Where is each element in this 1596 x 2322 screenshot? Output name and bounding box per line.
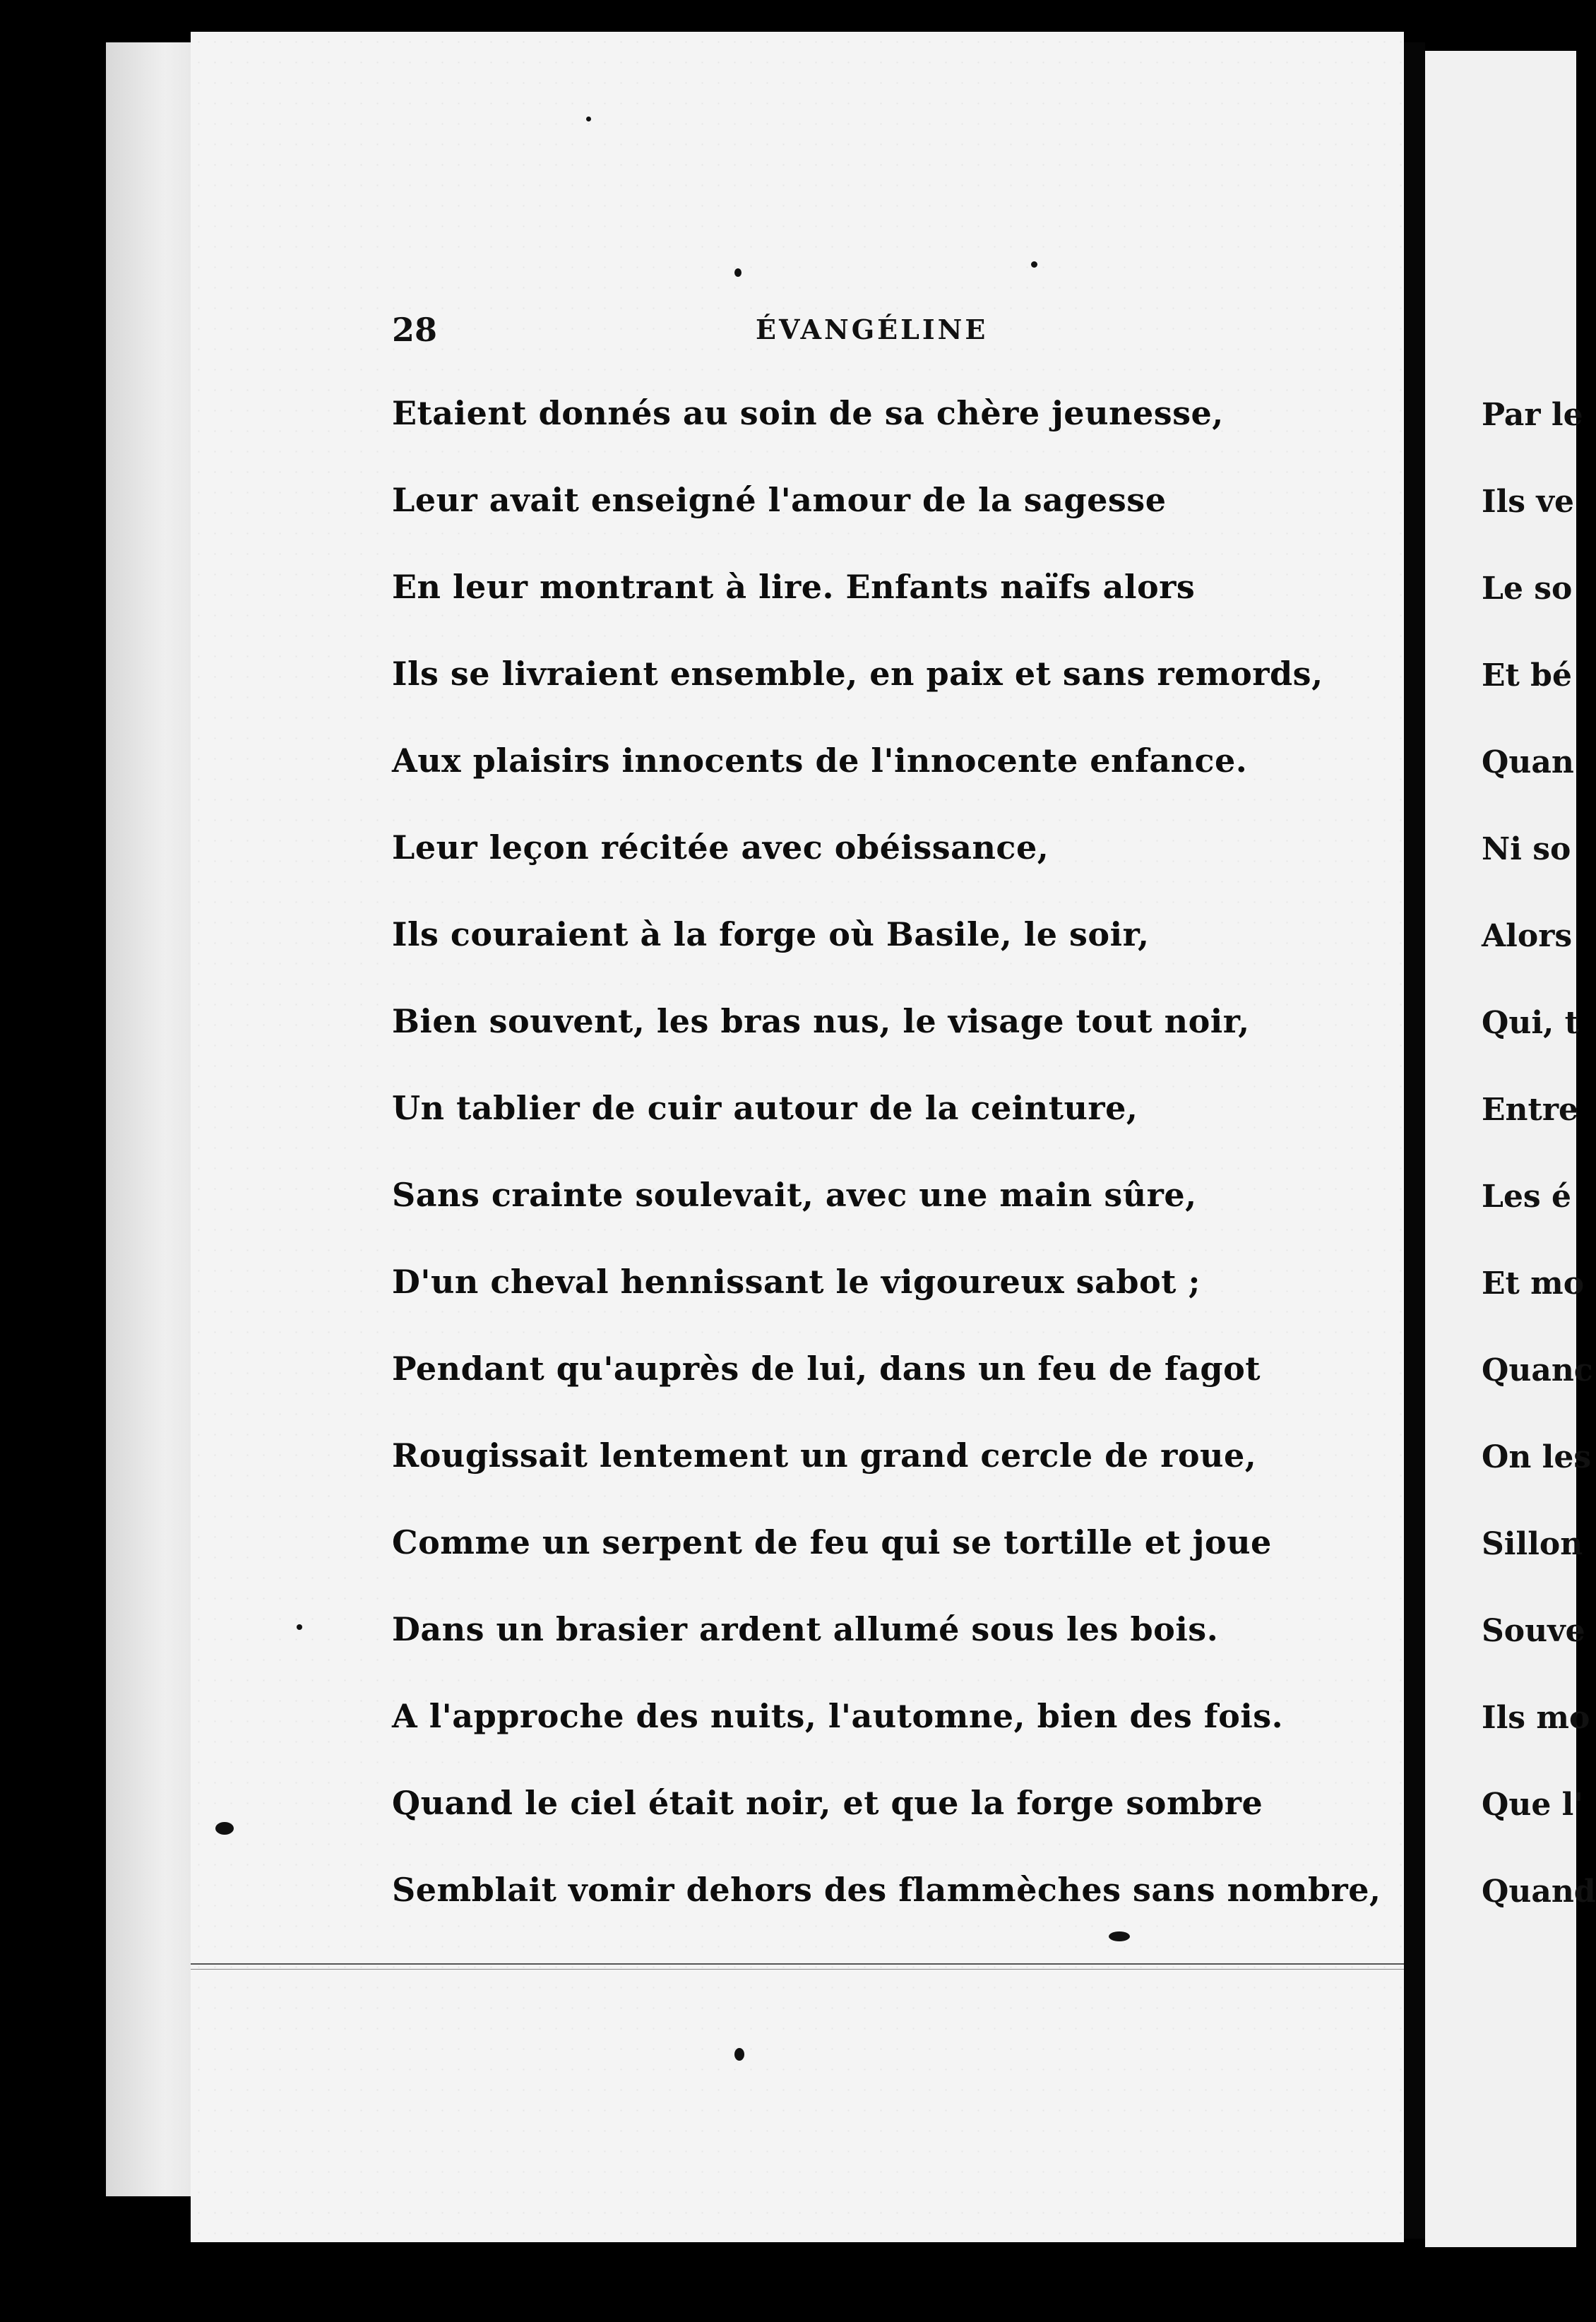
- verse-line: Pendant qu'auprès de lui, dans un feu de fagot: [392, 1350, 1261, 1388]
- facing-page-line: Les é: [1482, 1179, 1572, 1215]
- facing-page-line: Que l': [1482, 1787, 1583, 1823]
- facing-page-line: Entre: [1482, 1092, 1579, 1128]
- page-bottom-rule: [191, 1963, 1404, 1970]
- ink-speck: [734, 268, 742, 277]
- facing-page-line: Sillon: [1482, 1526, 1583, 1562]
- verse-line: Semblait vomir dehors des flammèches sans nombre,: [392, 1871, 1381, 1909]
- facing-page-line: Souve: [1482, 1613, 1585, 1649]
- verse-line: Etaient donnés au soin de sa chère jeunesse,: [392, 394, 1224, 432]
- facing-page-line: Quanc: [1482, 1352, 1593, 1388]
- verse-line: Sans crainte soulevait, avec une main sûre,: [392, 1176, 1197, 1214]
- book-title: ÉVANGÉLINE: [756, 314, 989, 345]
- verse-line: Bien souvent, les bras nus, le visage tout noir,: [392, 1002, 1250, 1040]
- facing-page-line: Et mo: [1482, 1266, 1585, 1302]
- facing-page-line: On les: [1482, 1439, 1592, 1475]
- verse-line: D'un cheval hennissant le vigoureux sabot ;: [392, 1263, 1201, 1301]
- running-head: [392, 311, 1253, 360]
- verse-line: En leur montrant à lire. Enfants naïfs alors: [392, 568, 1196, 606]
- facing-page-line: Alors: [1482, 918, 1573, 954]
- facing-page-line: Et bé: [1482, 657, 1572, 693]
- facing-page-line: Ils ve: [1482, 484, 1574, 520]
- verse-line: A l'approche des nuits, l'automne, bien des fois.: [392, 1697, 1284, 1735]
- facing-page-line: Par le: [1482, 397, 1583, 433]
- facing-page-line: Quand: [1482, 1874, 1596, 1910]
- verse-line: Rougissait lentement un grand cercle de roue,: [392, 1436, 1257, 1475]
- ink-speck: [1109, 1931, 1130, 1941]
- facing-page-line: Le so: [1482, 571, 1573, 607]
- ink-speck: [297, 1624, 302, 1630]
- verse-line: Leur avait enseigné l'amour de la sagesse: [392, 481, 1167, 519]
- facing-page-line: Qui, t: [1482, 1005, 1579, 1041]
- verse-line: Leur leçon récitée avec obéissance,: [392, 828, 1049, 867]
- ink-speck: [215, 1822, 234, 1835]
- verse-line: Quand le ciel était noir, et que la forge sombre: [392, 1784, 1263, 1822]
- page-number: 28: [392, 311, 438, 349]
- facing-page: [1425, 51, 1596, 2247]
- book-gutter: [1404, 42, 1425, 2239]
- verse-line: Ils se livraient ensemble, en paix et sans remords,: [392, 655, 1323, 693]
- book-page: [191, 32, 1404, 2242]
- verse-line: Comme un serpent de feu qui se tortille et joue: [392, 1523, 1272, 1561]
- verse-line: Aux plaisirs innocents de l'innocente enfance.: [392, 742, 1248, 780]
- facing-page-line: Quan: [1482, 744, 1574, 780]
- ink-speck: [1031, 261, 1037, 268]
- facing-page-line: Ils mo: [1482, 1700, 1590, 1736]
- verse-line: Dans un brasier ardent allumé sous les bois.: [392, 1610, 1219, 1648]
- ink-speck: [734, 2048, 744, 2061]
- ink-speck: [586, 117, 591, 121]
- verse-line: Ils couraient à la forge où Basile, le soir,: [392, 915, 1150, 953]
- facing-page-line: Ni so: [1482, 831, 1571, 867]
- verse-line: Un tablier de cuir autour de la ceinture,: [392, 1089, 1138, 1127]
